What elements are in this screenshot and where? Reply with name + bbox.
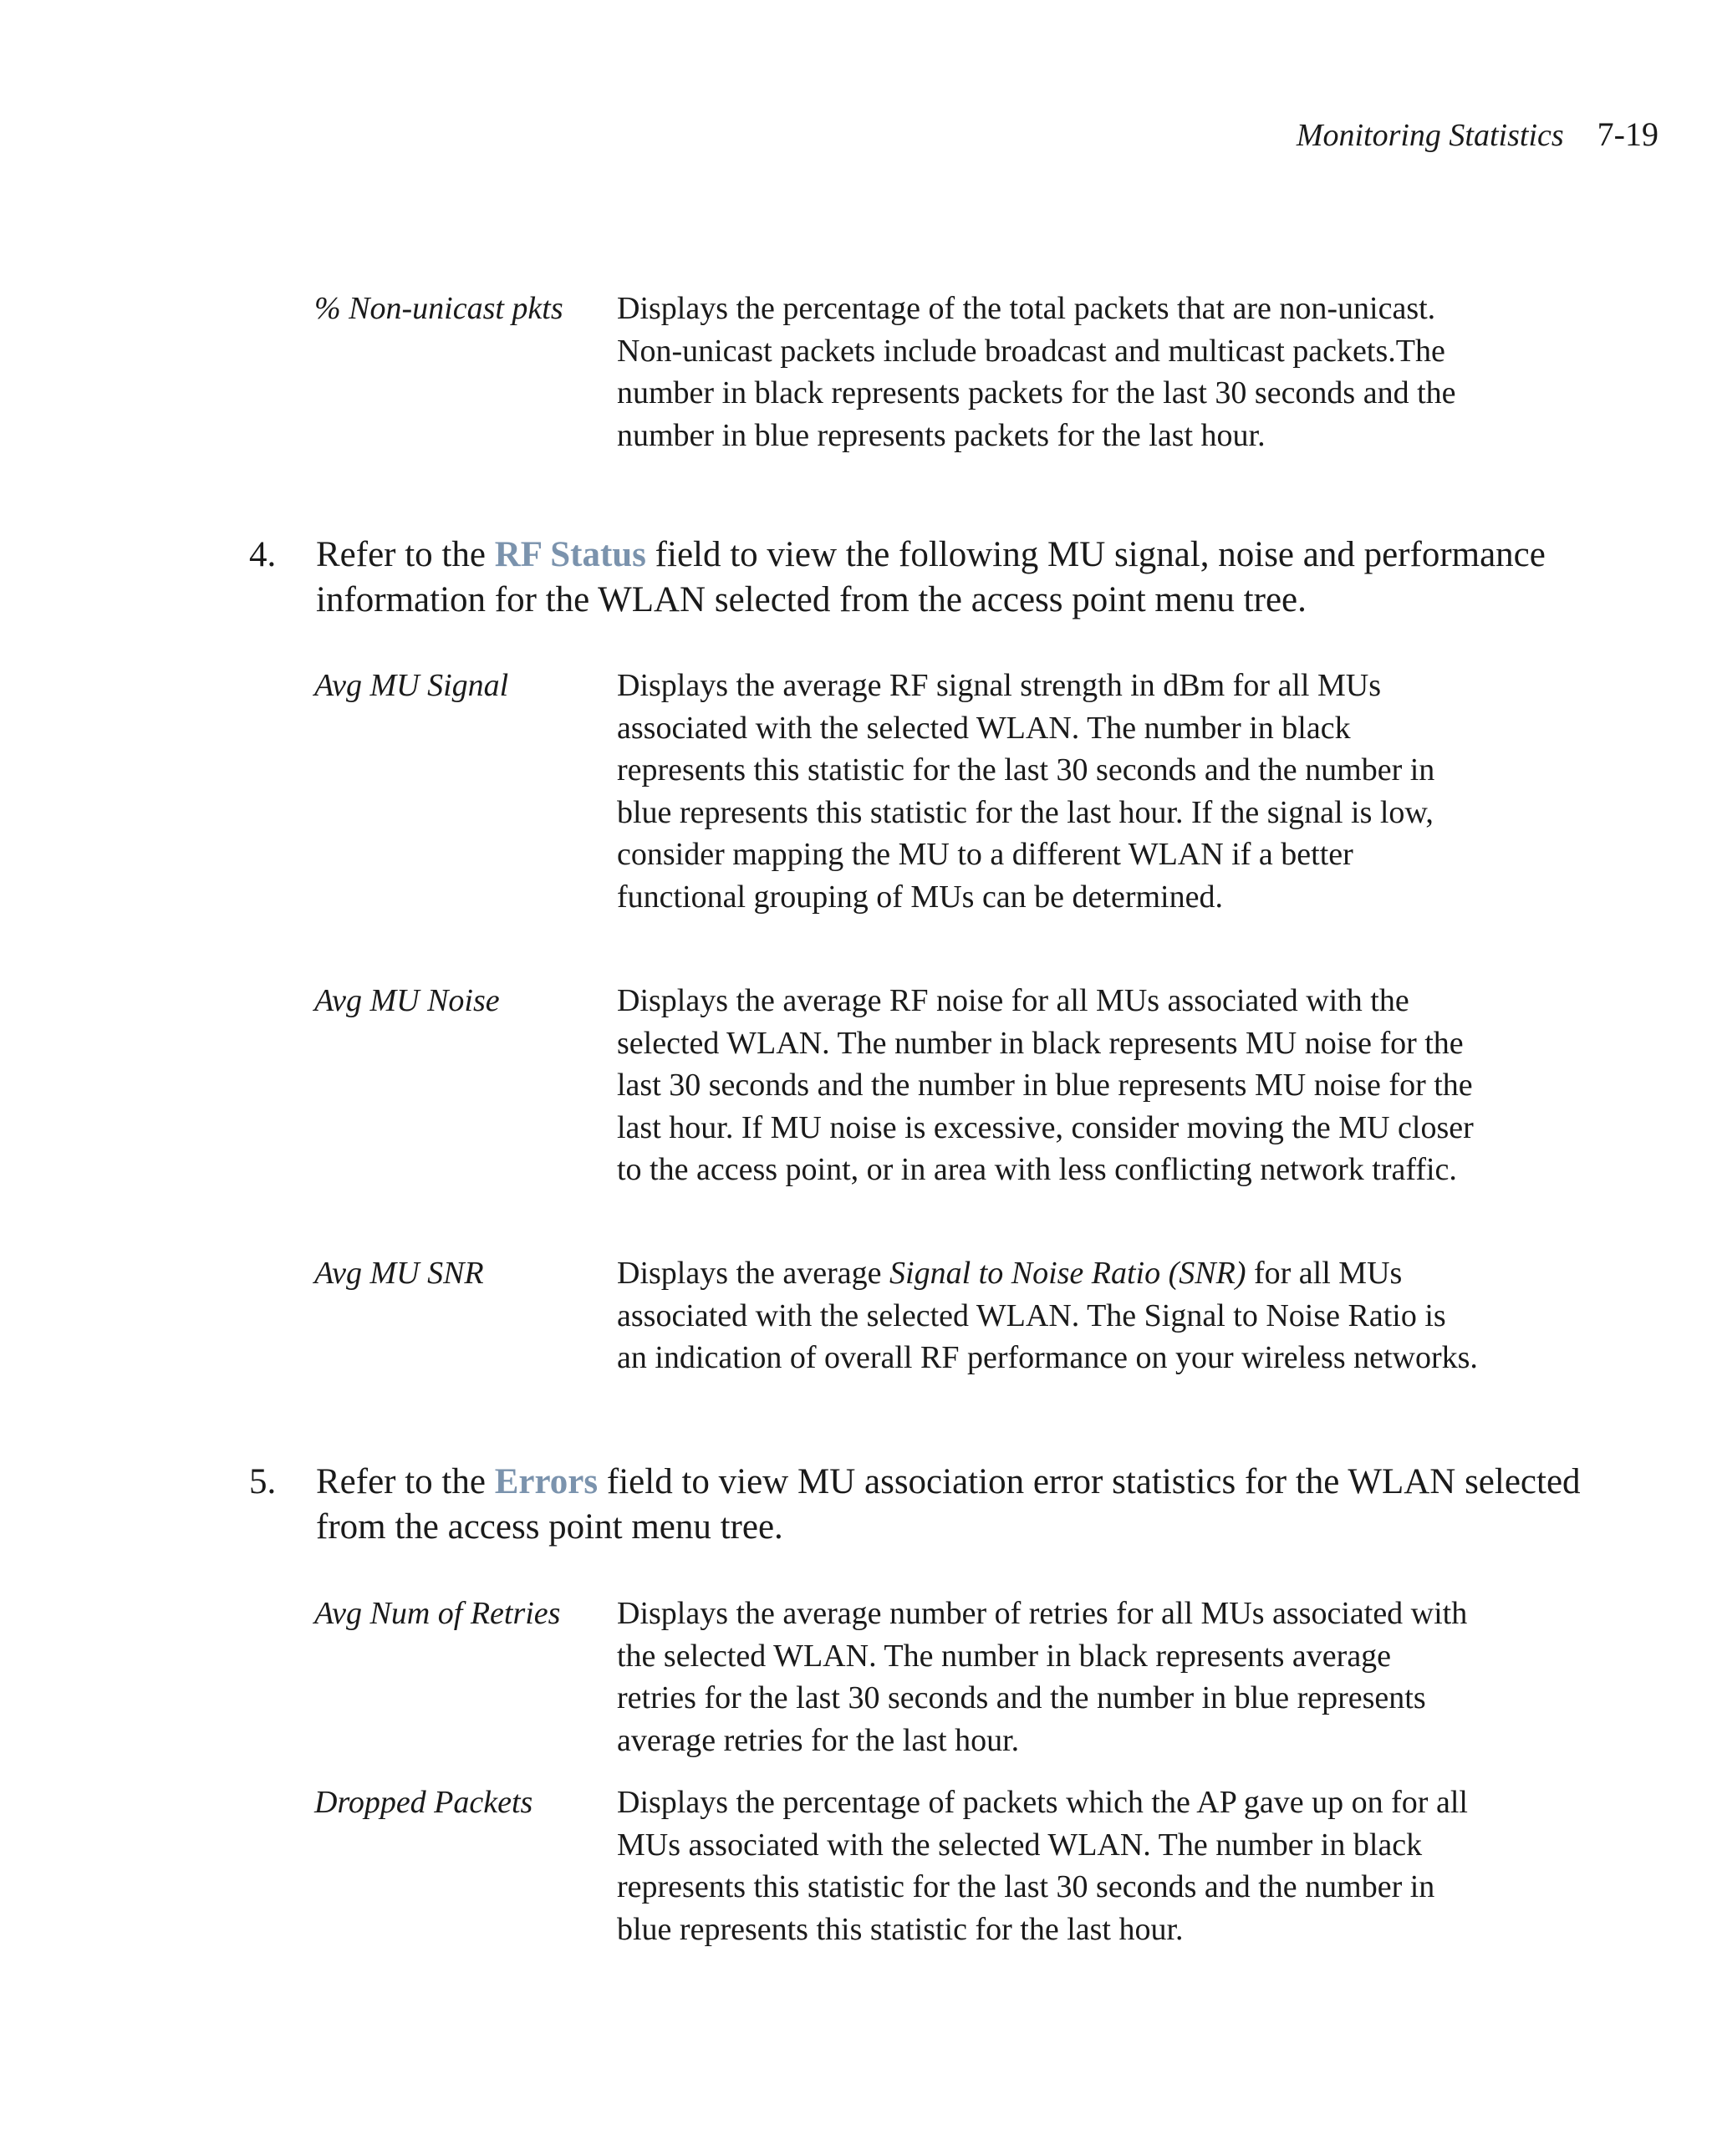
definition-description: Displays the average RF signal strength in dBm for all MUs associated with the selected WLAN. The number in black represents this statistic for the last 30 seconds and the number in blue represents this statistic for the last hour. If the signal is low, consider mapping the MU to a different WLAN if a better functional grouping of MUs can be determined. <box>617 668 1435 915</box>
page-number: 7-19 <box>1597 115 1658 153</box>
step-suffix: field to view the following MU signal, noise and performance information for the WLAN selected from the access point menu tree. <box>316 535 1546 619</box>
description-end: for all MUs associated with the selected WLAN. The Signal to Noise Ratio is an indication of overall RF performance on your wireless networks. <box>617 1256 1478 1375</box>
field-reference-errors: Errors <box>494 1462 599 1501</box>
definition-term: Avg MU SNR <box>314 1256 484 1291</box>
definition-description: Displays the percentage of packets which the AP gave up on for all MUs associated with the selected WLAN. The number in black represents this statistic for the last 30 seconds and the number in blue represents this statistic for the last hour. <box>617 1785 1468 1947</box>
step-number: 5. <box>249 1462 277 1501</box>
definition-description: Displays the average RF noise for all MUs associated with the selected WLAN. The number in black represents MU noise for the last 30 seconds and the number in blue represents MU noise for the last hour. If MU noise is excessive, consider moving the MU closer to the access point, or in area with less conflicting network traffic. <box>617 983 1474 1187</box>
definition-description: Displays the average number of retries for all MUs associated with the selected WLAN. The number in black represents average retries for the last 30 seconds and the number in blue represents average retries for the last hour. <box>617 1596 1468 1758</box>
step-text <box>316 533 1653 623</box>
running-header-title: Monitoring Statistics <box>1296 118 1564 153</box>
definition-term: % Non-unicast pkts <box>314 291 563 326</box>
step-text <box>316 1460 1653 1550</box>
description-emphasis: Signal to Noise Ratio (SNR) <box>889 1256 1246 1291</box>
page-header <box>1297 114 1658 155</box>
definition-description <box>617 1252 1478 1379</box>
definition-term: Avg Num of Retries <box>314 1596 561 1631</box>
definition-term: Avg MU Noise <box>314 983 500 1018</box>
definition-term: Avg MU Signal <box>314 668 509 703</box>
step-suffix: field to view MU association error statistics for the WLAN selected from the access point menu tree. <box>316 1462 1581 1547</box>
step-prefix: Refer to the <box>316 1462 486 1501</box>
description-start: Displays the average <box>617 1256 882 1291</box>
field-reference-rf-status: RF Status <box>494 535 646 574</box>
definition-term: Dropped Packets <box>314 1785 533 1820</box>
definition-description: Displays the percentage of the total packets that are non-unicast. Non-unicast packets include broadcast and multicast packets.The number in black represents packets for the last 30 seconds and the number in blue represents packets for the last hour. <box>617 291 1456 453</box>
step-prefix: Refer to the <box>316 535 486 574</box>
step-number: 4. <box>249 535 277 574</box>
